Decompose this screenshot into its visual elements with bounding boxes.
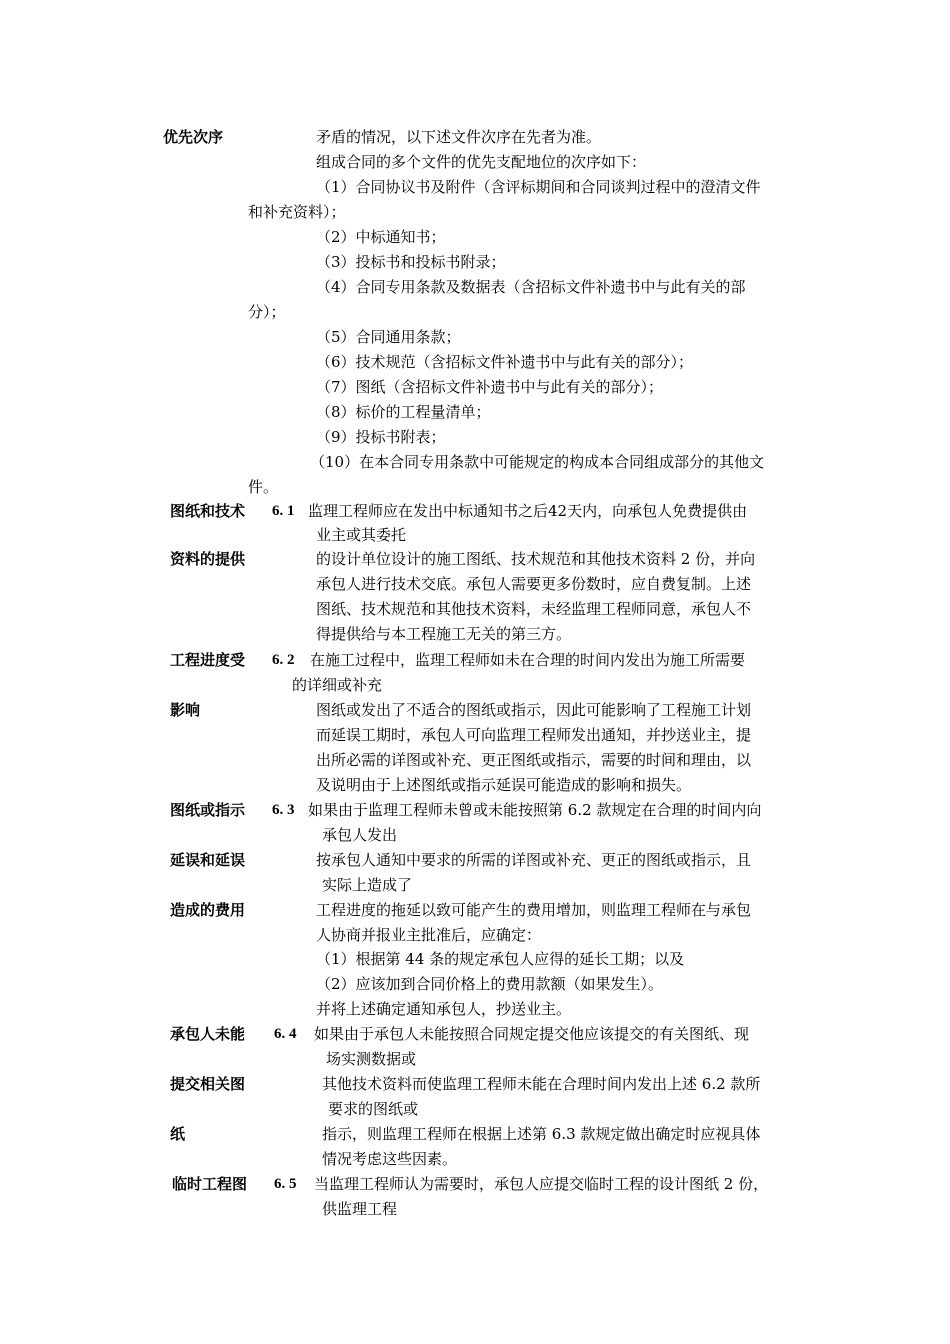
side-heading: 造成的费用 [170,901,246,919]
side-heading: 纸 [170,1125,186,1143]
body-line: 和补充资料）； [248,203,346,221]
body-line: 组成合同的多个文件的优先支配地位的次序如下： [316,153,647,171]
body-line: 监理工程师应在发出中标通知书之后42天内，向承包人免费提供由 [308,502,748,520]
body-line: （1）合同协议书及附件（含评标期间和合同谈判过程中的澄清文件 [316,178,761,196]
body-line: 承包人发出 [322,826,398,844]
body-line: （2）中标通知书； [316,228,446,246]
side-heading: 延误和延误 [170,851,246,869]
body-line: （4）合同专用条款及数据表（含招标文件补遗书中与此有关的部 [316,278,746,296]
body-line: 件。 [248,478,279,496]
body-line: （1）根据第 44 条的规定承包人应得的延长工期；以及 [316,950,685,968]
side-heading: 图纸和技术 [170,502,246,520]
body-line: 图纸、技术规范和其他技术资料，未经监理工程师同意，承包人不 [316,600,752,618]
clause-number: 6. 4 [274,1026,297,1042]
body-line: 而延误工期时，承包人可向监理工程师发出通知，并抄送业主，提 [316,726,752,744]
body-line: 当监理工程师认为需要时，承包人应提交临时工程的设计图纸 2 份， [314,1175,769,1193]
body-line: 如果由于监理工程师未曾或未能按照第 6.2 款规定在合理的时间内向 [308,801,762,819]
body-line: 按承包人通知中要求的所需的详图或补充、更正的图纸或指示，且 [316,851,752,869]
body-line: （10）在本合同专用条款中可能规定的构成本合同组成部分的其他文 [310,453,765,471]
body-line: 指示，则监理工程师在根据上述第 6.3 款规定做出确定时应视具体 [322,1125,761,1143]
body-line: 场实测数据或 [326,1050,417,1068]
body-line: 人协商并报业主批准后，应确定： [316,926,542,944]
body-line: 业主或其委托 [316,526,407,544]
body-line: （5）合同通用条款； [316,328,461,346]
clause-number: 6. 1 [272,503,295,519]
body-line: 的设计单位设计的施工图纸、技术规范和其他技术资料 2 份，并向 [316,550,756,568]
side-heading: 承包人未能 [170,1025,246,1043]
body-line: 在施工过程中，监理工程师如未在合理的时间内发出为施工所需要 [310,651,746,669]
body-line: 其他技术资料而使监理工程师未能在合理时间内发出上述 6.2 款所 [322,1075,761,1093]
body-line: 实际上造成了 [322,876,413,894]
body-line: 的详细或补充 [292,676,383,694]
body-line: 分）； [248,303,286,321]
body-line: 图纸或发出了不适合的图纸或指示，因此可能影响了工程施工计划 [316,701,752,719]
body-line: （6）技术规范（含招标文件补遗书中与此有关的部分）； [316,353,694,371]
side-heading: 影响 [170,701,201,719]
side-heading: 图纸或指示 [170,801,246,819]
body-line: 要求的图纸或 [328,1100,419,1118]
clause-number: 6. 5 [274,1176,297,1192]
body-line: （2）应该加到合同价格上的费用款额（如果发生）。 [316,975,664,993]
body-line: 承包人进行技术交底。承包人需要更多份数时，应自费复制。上述 [316,575,752,593]
body-line: 并将上述确定通知承包人，抄送业主。 [316,1000,572,1018]
body-line: （8）标价的工程量清单； [316,403,491,421]
body-line: 如果由于承包人未能按照合同规定提交他应该提交的有关图纸、现 [314,1025,750,1043]
body-line: 工程进度的拖延以致可能产生的费用增加，则监理工程师在与承包 [316,901,752,919]
body-line: 得提供给与本工程施工无关的第三方。 [316,625,572,643]
side-heading: 资料的提供 [170,550,246,568]
clause-number: 6. 3 [272,802,295,818]
body-line: （9）投标书附表； [316,428,446,446]
body-line: 出所必需的详图或补充、更正图纸或指示，需要的时间和理由，以 [316,751,752,769]
clause-number: 6. 2 [272,652,295,668]
side-heading: 优先次序 [163,128,224,146]
body-line: 供监理工程 [322,1200,398,1218]
side-heading: 临时工程图 [172,1175,248,1193]
body-line: 矛盾的情况，以下述文件次序在先者为准。 [316,128,602,146]
body-line: 情况考虑这些因素。 [322,1150,458,1168]
body-line: （3）投标书和投标书附录； [316,253,506,271]
body-line: 及说明由于上述图纸或指示延误可能造成的影响和损失。 [316,776,692,794]
side-heading: 提交相关图 [170,1075,246,1093]
side-heading: 工程进度受 [170,651,246,669]
body-line: （7）图纸（含招标文件补遗书中与此有关的部分）； [316,378,664,396]
